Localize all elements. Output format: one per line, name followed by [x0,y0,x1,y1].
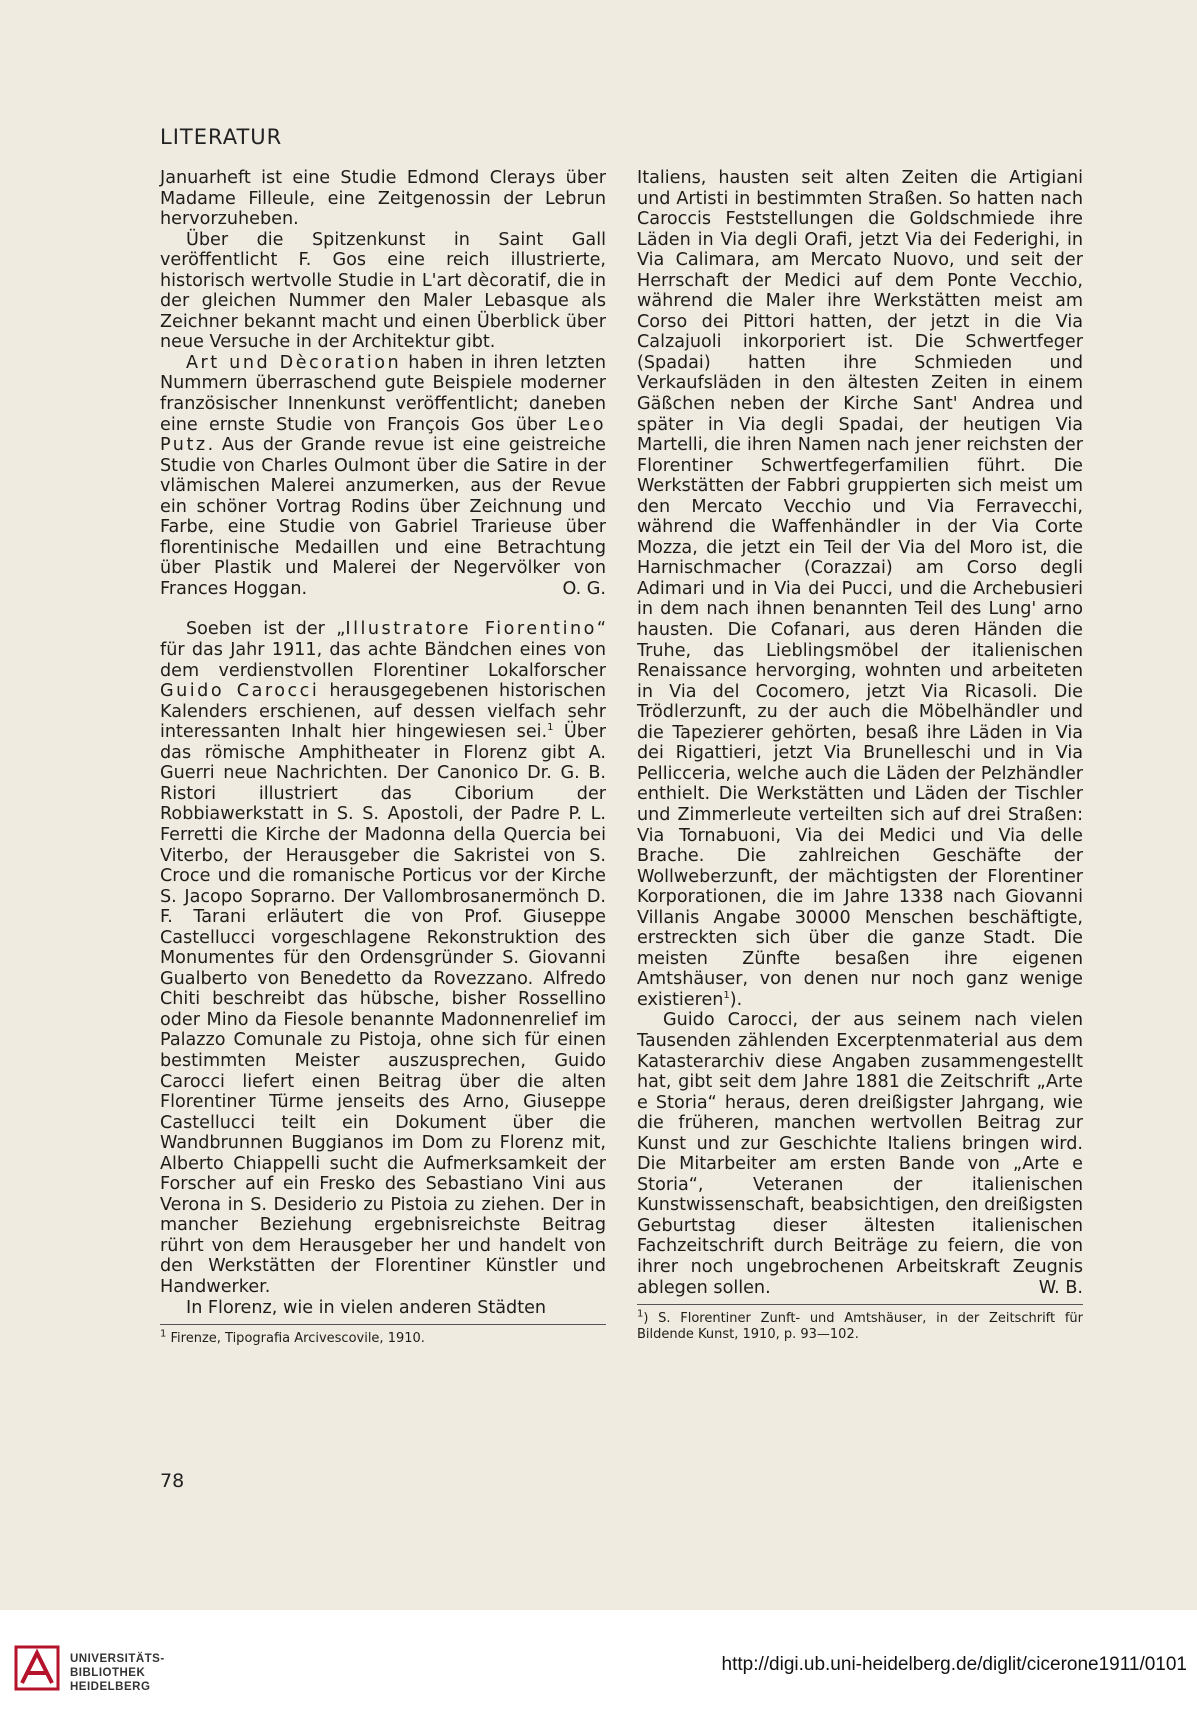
author-signature: O. G. [562,578,606,599]
author-signature: W. B. [1038,1277,1083,1298]
paragraph: Januarheft ist eine Studie Edmond Clerays über Madame Filleule, eine Zeitgenossin der Lebrun hervorzuheben. [160,168,606,230]
footnote-rule [637,1304,1083,1305]
spaced-title: Art und Dècoration [186,352,402,373]
page-number: 78 [160,1470,185,1492]
library-name: UNIVERSITÄTS- BIBLIOTHEK HEIDELBERG [70,1653,165,1693]
footnote: $^1$ Firenze, Tipografia Arcivescovile, 1910. [160,1328,425,1347]
paragraph: Guido Carocci, der aus seinem nach vielen Tausenden zählenden Excerptenmaterial aus dem Katasterarchiv diese Angaben zusammengestellt hat, gibt seit dem Jahre 1881 die Zeitschrift „Arte e Storia“ heraus, deren dreißigster Jahrgang, wie die früheren, manchen wertvollen Beitrag zur Kunst und zur Geschichte Italiens bringen wird. Die Mitarbeiter am ersten Bande von „Arte e Storia“, Veteranen der italienischen Kunstwissenschaft, beabsichtigen, den dreißigsten Geburtstag dieser ältesten italienischen Fachzeitschrift durch Beiträge zu feiern, die von ihrer noch ungebrochenen Arbeitskraft Zeugnis ablegen sollen. W. B. [637,1010,1083,1298]
paragraph: Italiens, hausten seit alten Zeiten die Artigiani und Artisti in bestimmten Straßen. So hatten nach Caroccis Feststellungen die Goldschmiede ihre Läden in Via degli Orafi, jetzt Via dei Federighi, in Via Calimara, am Mercato Nuovo, und seit der Herrschaft der Medici auf dem Ponte Vecchio, während die Maler ihre Werkstätten meist am Corso dei Pittori hatten, der jetzt in die Via Calzajuoli inkorporiert ist. Die Schwertfeger (Spadai) hatten ihre Schmieden und Verkaufsläden in den ältesten Zeiten in einem Gäßchen neben der Kirche Sant' Andrea und später in Via degli Spadai, der heutigen Via Martelli, die ihren Namen nach jener reichsten der Florentiner Schwertfegerfamilien führt. Die Werkstätten der Fabbri gruppierten sich meist um den Mercato Vecchio und Via Ferravecchi, während die Waffenhändler in der Via Corte Mozza, die jetzt ein Teil der Via del Moro ist, die Harnischmacher (Corazzai) am Corso degli Adimari und in Via dei Pucci, und die Archebusieri in dem nach ihnen benannten Teil des Lung' arno hausten. Die Cofanari, aus deren Händen die Truhe, das Lieblingsmöbel der italienischen Renaissance hervorging, wohnten und arbeiteten in Via del Cocomero, jetzt Via Ricasoli. Die Trödlerzunft, zu der auch die Möbelhändler und die Tapezierer gehörten, besaß ihre Läden in Via dei Rigattieri, jetzt Via Brunelleschi und in Via Pellicceria, welche auch die Läden der Pelzhändler enthielt. Die Werkstätten und Läden der Tischler und Zimmerleute verteilten sich auf drei Straßen: Via Tornabuoni, Via dei Medici und Via delle Brache. Die zahlreichen Geschäfte der Wollweberzunft, der mächtigsten der Florentiner Korporationen, die im Jahre 1338 nach Giovanni Villanis Angabe 30000 Menschen beschäftigte, erstreckten sich über die ganze Stadt. Die meisten Zünfte besaßen ihre eigenen Amtshäuser, von denen nur noch ganz wenige existieren$^1$). [637,168,1083,1010]
paragraph: In Florenz, wie in vielen anderen Städten [186,1297,547,1318]
paragraph: Art und Dècoration haben in ihren letzten Nummern überraschend gute Beispiele moderner französischer Innenkunst veröffentlicht; daneben eine ernste Studie von François Gos über Leo Putz. Aus der Grande revue ist eine geistreiche Studie von Charles Oulmont über die Satire in der vlämischen Malerei anzumerken, aus der Revue ein schöner Vortrag Rodins über Zeichnung und Farbe, eine Studie von Gabriel Trarieuse über florentinische Medaillen und eine Betrachtung über Plastik und Malerei der Negervölker von Frances Hoggan. O. G. [160,352,606,599]
running-header: LITERATUR [160,125,283,149]
paragraph: Über die Spitzenkunst in Saint Gall veröffentlicht F. Gos eine reich illustrierte, historisch wertvolle Studie in L'art dècoratif, die in der gleichen Nummer den Maler Lebasque als Zeichner bekannt macht und einen Überblick über neue Versuche in der Architektur gibt. [160,229,606,353]
footnote-ref: 1 [547,722,554,734]
left-column [160,168,606,1347]
library-logo-icon [14,1645,60,1691]
footer-bar [0,1610,1197,1724]
spaced-name: Guido Carocci [160,681,320,702]
spaced-name: Leo Putz [160,414,606,456]
spaced-title: Illustratore Fiorentino [345,619,597,640]
source-url-link[interactable]: http://digi.ub.uni-heidelberg.de/diglit/cicerone1911/0101 [721,1654,1187,1675]
right-column [637,168,1083,1343]
footnote-rule [160,1324,606,1325]
paragraph: Soeben ist der „Illustratore Fiorentino“ für das Jahr 1911, das achte Bändchen eines von dem verdienstvollen Florentiner Lokalforscher Guido Carocci herausgegebenen historischen Kalenders erschienen, auf dessen vielfach sehr interessanten Inhalt hier hingewiesen sei.$^1$ Über das römische Amphitheater in Florenz gibt A. Guerri neue Nachrichten. Der Canonico Dr. G. B. Ristori illustriert das Ciborium der Robbiawerkstatt in S. S. Apostoli, der Padre P. L. Ferretti die Kirche der Madonna della Quercia bei Viterbo, der Herausgeber die Sakristei von S. Croce und die romanische Porticus vor der Kirche S. Jacopo Soprarno. Der Vallombrosanermönch D. F. Tarani erläutert die von Prof. Giuseppe Castellucci vorgeschlagene Rekonstruktion des Monumentes für den Ordensgründer S. Giovanni Gualberto von Benedetto da Rovezzano. Alfredo Chiti beschreibt das hübsche, bisher Rossellino oder Mino da Fiesole benannte Madonnenrelief im Palazzo Comunale zu Pistoja, ohne sich für einen bestimmten Meister auszusprechen, Guido Carocci liefert einen Beitrag über die alten Florentiner Türme jenseits des Arno, Giuseppe Castellucci teilt ein Dokument über die Wandbrunnen Buggianos im Dom zu Florenz mit, Alberto Chiappelli sucht die Aufmerksamkeit der Forscher auf ein Fresko des Sebastiano Vini aus Verona in S. Desiderio zu Pistoia zu ziehen. Der in mancher Beziehung ergebnisreichste Beitrag rührt von dem Herausgeber her und handelt von den Werkstätten der Florentiner Künstler und Handwerker. [160,619,606,1297]
footnote-ref: 1 [723,990,730,1002]
footnote: $^1$) S. Florentiner Zunft- und Amtshäuser, in der Zeitschrift für Bildende Kunst, 1910, p. 93—102. [637,1308,1083,1343]
